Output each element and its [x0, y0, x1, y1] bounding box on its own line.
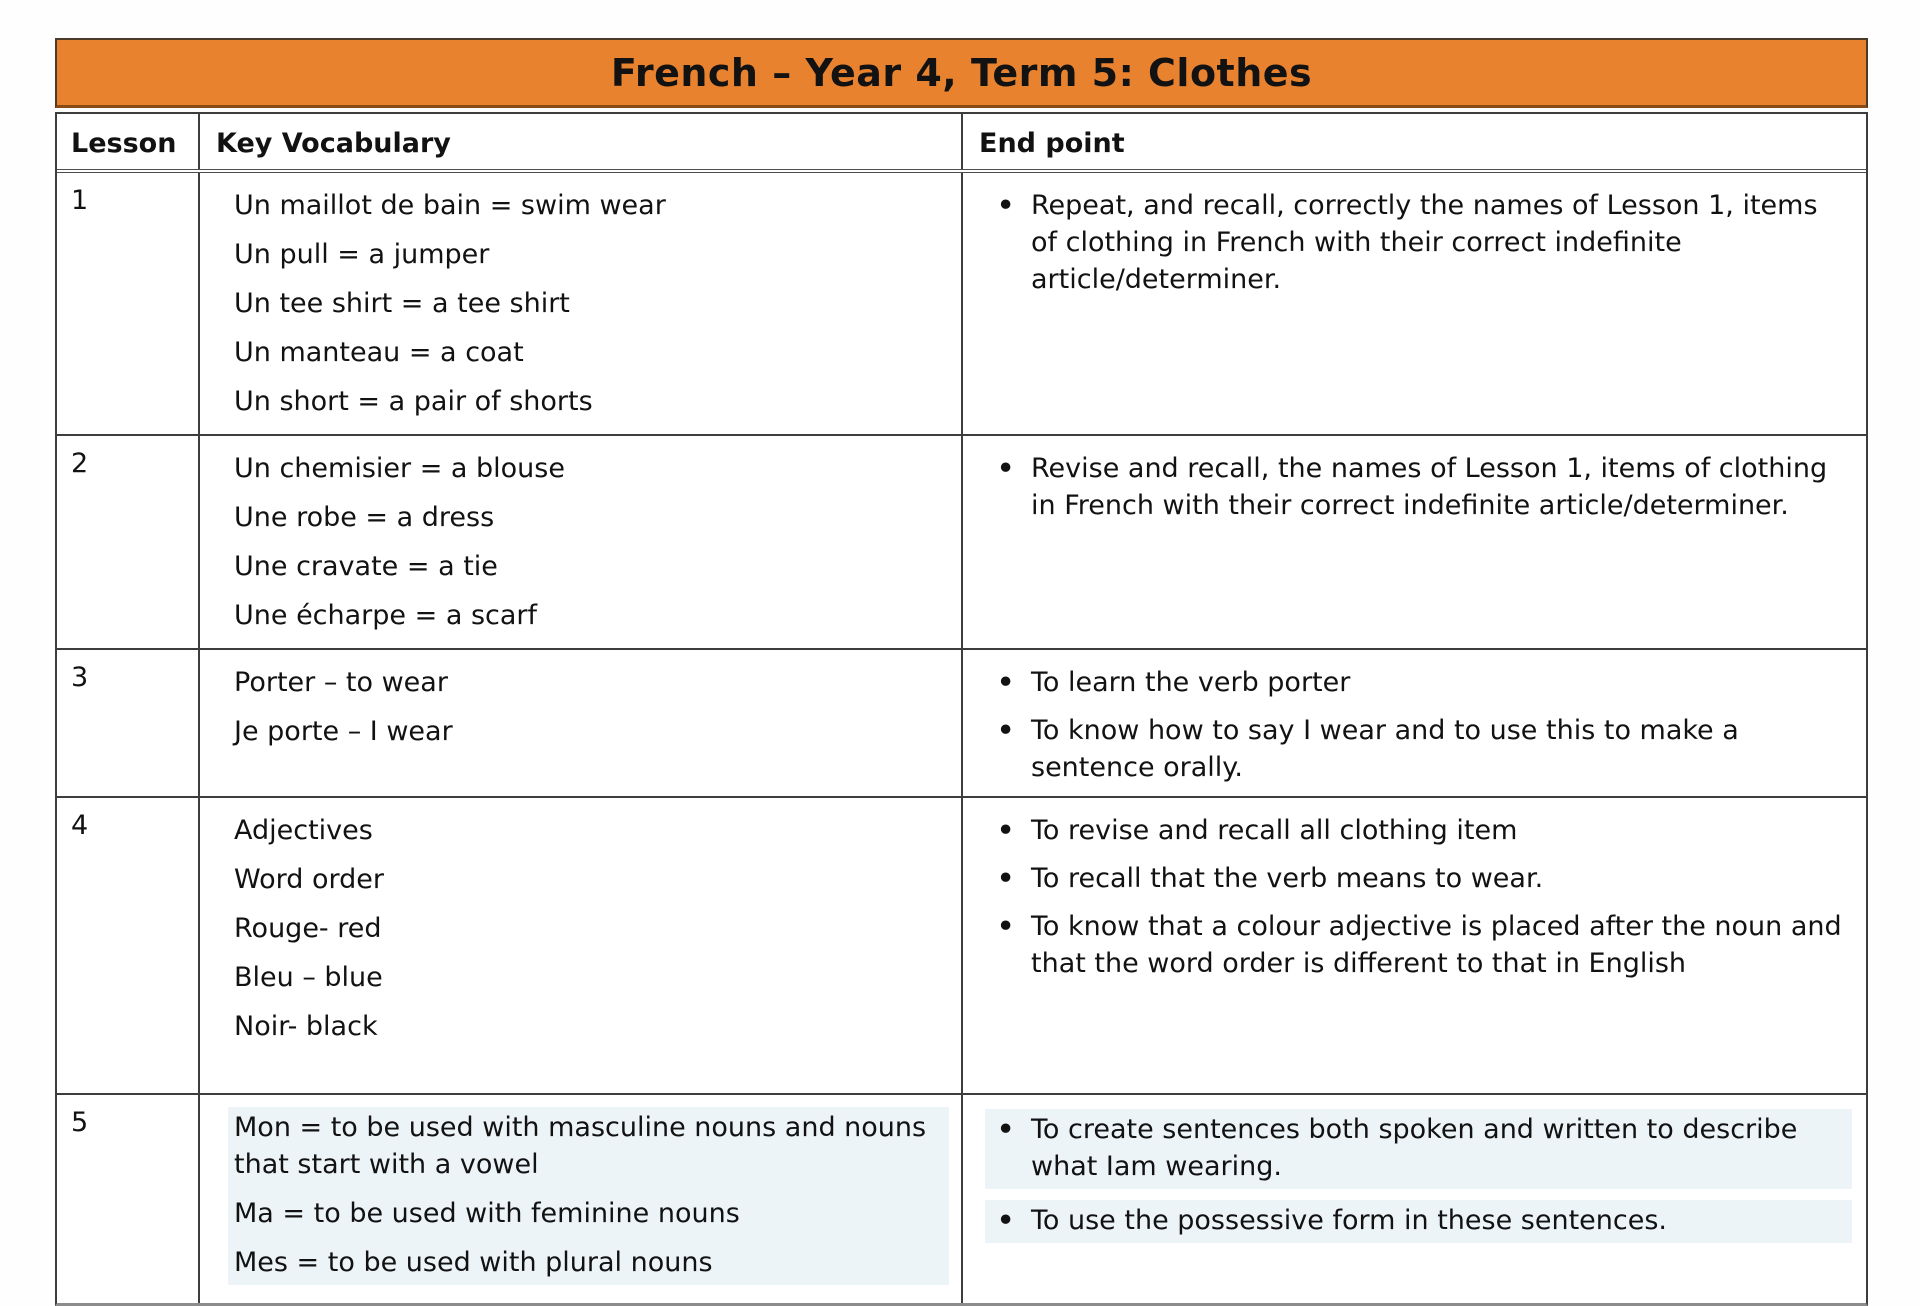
table-row — [57, 798, 1866, 1095]
endpoint-item-highlighted: • To use the possessive form in these sentences. — [985, 1200, 1852, 1243]
vocab-line: Un short = a pair of shorts — [234, 386, 593, 417]
bullet-icon — [985, 664, 1031, 701]
vocabulary-cell — [200, 650, 963, 796]
endpoint-item: • To revise and recall all clothing item — [985, 812, 1852, 849]
endpoint-cell — [963, 798, 1866, 1093]
vocab-line: Un maillot de bain = swim wear — [234, 190, 666, 221]
lesson-number: 4 — [57, 798, 200, 1093]
document-page — [55, 38, 1868, 1306]
bullet-icon — [985, 187, 1031, 298]
table-header-row — [57, 114, 1866, 173]
vocab-line: Adjectives — [234, 815, 373, 846]
vocab-line: Un manteau = a coat — [234, 337, 524, 368]
lesson-plan-table — [55, 112, 1868, 1306]
vocabulary-cell — [200, 173, 963, 434]
vocab-line: Un tee shirt = a tee shirt — [234, 288, 570, 319]
vocab-line: Word order — [234, 864, 384, 895]
vocabulary-cell — [200, 436, 963, 648]
vocab-line: Un chemisier = a blouse — [234, 453, 565, 484]
endpoint-item: • Revise and recall, the names of Lesson 1, items of clothing in French with their correct indefinite article/determiner. — [985, 450, 1852, 524]
column-header-endpoint: End point — [979, 128, 1125, 159]
vocab-line: Mes = to be used with plural nouns — [234, 1247, 713, 1278]
bullet-icon — [985, 1111, 1031, 1185]
highlighted-text-block — [228, 1107, 949, 1285]
lesson-number: 5 — [57, 1095, 200, 1303]
bullet-icon — [985, 908, 1031, 982]
document-title-bar — [55, 38, 1868, 108]
endpoint-item: • Repeat, and recall, correctly the names of Lesson 1, items of clothing in French with their correct indefinite article/determiner. — [985, 187, 1852, 298]
bullet-icon — [985, 712, 1031, 786]
vocab-line: Mon = to be used with masculine nouns and nouns that start with a vowel — [234, 1112, 927, 1180]
vocab-line: Un pull = a jumper — [234, 239, 490, 270]
document-title: French – Year 4, Term 5: Clothes — [610, 50, 1313, 95]
table-row — [57, 1095, 1866, 1303]
bullet-icon — [985, 1202, 1031, 1239]
column-header-lesson: Lesson — [57, 114, 200, 169]
endpoint-cell — [963, 650, 1866, 796]
vocabulary-cell — [200, 1095, 963, 1303]
column-header-vocabulary: Key Vocabulary — [200, 114, 963, 169]
table-row — [57, 173, 1866, 436]
vocabulary-cell — [200, 798, 963, 1093]
endpoint-item: • To know how to say I wear and to use this to make a sentence orally. — [985, 712, 1852, 786]
endpoint-item-highlighted: • To create sentences both spoken and written to describe what Iam wearing. — [985, 1109, 1852, 1189]
lesson-number: 2 — [57, 436, 200, 648]
vocab-line: Une robe = a dress — [234, 502, 495, 533]
endpoint-cell — [963, 173, 1866, 434]
table-row — [57, 436, 1866, 650]
vocab-line: Noir- black — [234, 1011, 378, 1042]
vocab-line: Bleu – blue — [234, 962, 383, 993]
endpoint-item: • To know that a colour adjective is placed after the noun and that the word order is different to that in English — [985, 908, 1852, 982]
vocab-line: Une écharpe = a scarf — [234, 600, 538, 631]
vocab-line: Ma = to be used with feminine nouns — [234, 1198, 740, 1229]
vocab-line: Je porte – I wear — [234, 716, 453, 747]
bullet-icon — [985, 450, 1031, 524]
lesson-number: 3 — [57, 650, 200, 796]
endpoint-cell — [963, 1095, 1866, 1303]
table-row — [57, 650, 1866, 798]
vocab-line: Une cravate = a tie — [234, 551, 498, 582]
lesson-number: 1 — [57, 173, 200, 434]
endpoint-cell — [963, 436, 1866, 648]
bullet-icon — [985, 860, 1031, 897]
vocab-line: Rouge- red — [234, 913, 382, 944]
bullet-icon — [985, 812, 1031, 849]
endpoint-item: • To recall that the verb means to wear. — [985, 860, 1852, 897]
vocab-line: Porter – to wear — [234, 667, 448, 698]
endpoint-item: • To learn the verb porter — [985, 664, 1852, 701]
